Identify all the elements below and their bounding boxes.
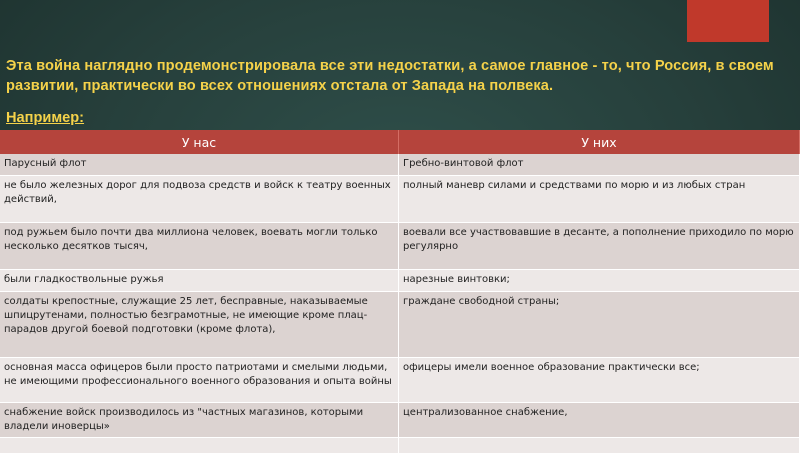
cell-us: [0, 437, 398, 453]
intro-text: Эта война наглядно продемонстрировала все эти недостатки, а самое главное - то, что Россия, в своем развитии, практически во всех отношениях отстала от Запада на полвека.: [6, 58, 774, 94]
cell-us: солдаты крепостные, служащие 25 лет, бесправные, наказываемые шпицрутенами, полностью безграмотные, не имеющие кроме плац-парадов другой боевой подготовки (кроме флота),: [0, 291, 398, 357]
table-row: [0, 154, 800, 175]
cell-us: под ружьем было почти два миллиона человек, воевать могли только несколько десятков тысяч,: [0, 222, 398, 269]
cell-us: не было железных дорог для подвоза средств и войск к театру военных действий,: [0, 175, 398, 222]
cell-us: Парусный флот: [0, 154, 398, 175]
header-them: У них: [398, 130, 799, 154]
cell-us: снабжение войск производилось из "частных магазинов, которыми владели иноверцы»: [0, 402, 398, 437]
cell-us: основная масса офицеров были просто патриотами и смелыми людьми, не имеющими профессионального военного образования и опыта войны: [0, 357, 398, 402]
cell-them: нарезные винтовки;: [398, 269, 799, 291]
table-row: [0, 437, 800, 453]
cell-them: централизованное снабжение,: [398, 402, 799, 437]
cell-us: были гладкоствольные ружья: [0, 269, 398, 291]
table-row: [0, 291, 800, 357]
cell-them: граждане свободной страны;: [398, 291, 799, 357]
table-header-row: [0, 130, 800, 154]
comparison-table: [0, 130, 800, 454]
cell-them: полный маневр силами и средствами по морю и из любых стран: [398, 175, 799, 222]
table-row: [0, 175, 800, 222]
example-label: Например:: [6, 110, 85, 126]
table-row: [0, 402, 800, 437]
accent-bar: [687, 0, 769, 42]
table-row: [0, 357, 800, 402]
table-row: [0, 222, 800, 269]
cell-them: Гребно-винтовой флот: [398, 154, 799, 175]
table-row: [0, 269, 800, 291]
header-us: У нас: [0, 130, 398, 154]
cell-them: [398, 437, 799, 453]
cell-them: воевали все участвовавшие в десанте, а пополнение приходило по морю регулярно: [398, 222, 799, 269]
cell-them: офицеры имели военное образование практически все;: [398, 357, 799, 402]
